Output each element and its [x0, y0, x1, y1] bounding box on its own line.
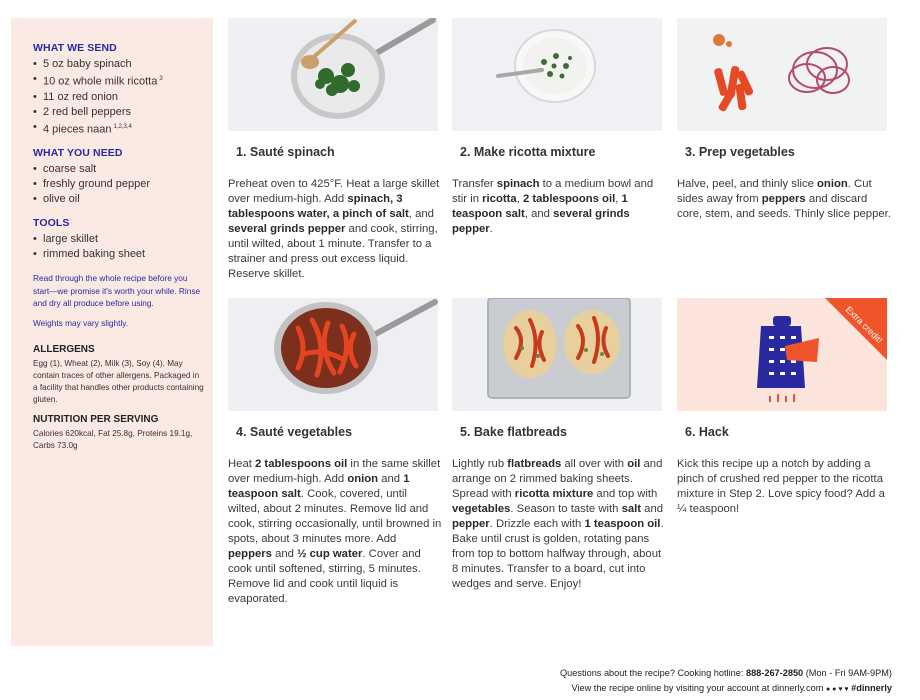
hotline-hours: (Mon - Fri 9AM-9PM): [803, 668, 892, 678]
hashtag: #dinnerly: [851, 683, 892, 693]
ingredient-item: • 2 red bell peppers: [33, 105, 205, 120]
instruction-text: , and: [524, 208, 554, 220]
pantry-item: • coarse salt: [33, 162, 205, 177]
instruction-text: to a medium bowl and stir in: [452, 178, 654, 205]
step-card-2: [452, 18, 662, 237]
allergen-footnote: 3: [159, 76, 163, 82]
step-photo-vegetables: [677, 18, 887, 131]
ingredient-highlight: 1 teaspoon salt: [452, 193, 628, 220]
step-body-4: [228, 457, 442, 607]
instruction-text: .: [489, 223, 493, 235]
instruction-text: in the same skillet over medium-high. Add: [228, 458, 441, 485]
ingredient-highlight: pepper: [452, 518, 490, 530]
instruction-text: ,: [615, 193, 622, 205]
grater-illustration: [677, 298, 887, 411]
footer-online: [571, 683, 892, 693]
instruction-text: all over with: [561, 458, 628, 470]
tool-item: • rimmed baking sheet: [33, 247, 205, 262]
step-body-1: [228, 177, 442, 282]
ingredient-highlight: 1 teaspoon oil: [584, 518, 661, 530]
tool-item: • large skillet: [33, 232, 205, 247]
ingredient-item: • 11 oz red onion: [33, 90, 205, 105]
instruction-text: Kick this recipe up a notch by adding a pinch of crushed red pepper to the ricotta mixture in Step 2. Love spicy food? Add a ¼ teaspoon!: [677, 458, 885, 515]
ingredient-highlight: oil: [627, 458, 641, 470]
pantry-item: • freshly ground pepper: [33, 177, 205, 192]
instruction-text: Heat: [228, 458, 256, 470]
step-body-3: [677, 177, 891, 222]
tools-list: [33, 232, 205, 262]
step-title-4: 4. Sauté vegetables: [236, 425, 353, 439]
weights-note: Weights may vary slightly.: [33, 317, 129, 328]
social-icons: ● ● ♥ ♥: [825, 686, 849, 693]
ingredient-item: • 5 oz baby spinach: [33, 57, 205, 72]
instruction-text: and arrange on 2 rimmed baking sheets. Spread with: [452, 458, 663, 500]
step-body-6: [677, 457, 891, 517]
ingredient-item: • 4 pieces naan $^{1,2,3,4}$: [33, 120, 205, 138]
what-you-need-heading: WHAT YOU NEED: [33, 147, 123, 160]
step-title-1: 1. Sauté spinach: [236, 145, 335, 159]
step-photo-hack: [677, 298, 887, 411]
what-we-send-list: [33, 57, 205, 137]
ingredient-highlight: peppers: [228, 548, 272, 560]
step-card-4: [228, 298, 442, 607]
instruction-text: ,: [516, 193, 523, 205]
ingredient-highlight: spinach: [496, 178, 540, 190]
tools-heading: TOOLS: [33, 217, 70, 230]
hotline-prefix: Questions about the recipe? Cooking hotline:: [560, 668, 746, 678]
ingredient-highlight: 1 teaspoon salt: [228, 473, 410, 500]
step-photo-spinach: [228, 18, 438, 131]
step-card-3: [677, 18, 891, 222]
ingredient-highlight: 2 tablespoons oil: [522, 193, 616, 205]
instruction-text: . Cook, covered, until wilted, about 2 minutes. Remove lid and cook, stirring occasionally, until browned in spots, about 3 minutes more. Add: [228, 488, 442, 545]
instruction-text: and: [271, 548, 298, 560]
ingredient-highlight: ½ cup water: [297, 548, 363, 560]
instruction-text: . Season to taste with: [510, 503, 622, 515]
step-photo-ricotta: [452, 18, 662, 131]
ingredient-highlight: ricotta: [482, 193, 517, 205]
ingredient-highlight: ricotta mixture: [514, 488, 594, 500]
instruction-text: Lightly rub: [452, 458, 508, 470]
step-title-5: 5. Bake flatbreads: [460, 425, 567, 439]
instruction-text: . Cut sides away from: [677, 178, 872, 205]
ingredient-highlight: peppers: [761, 193, 806, 205]
instruction-text: and discard core, stem, and seeds. Thinly slice pepper.: [677, 193, 891, 220]
ingredient-highlight: several grinds pepper: [452, 208, 630, 235]
footer-hotline: [560, 668, 892, 678]
step-card-6: [677, 298, 887, 517]
ingredient-highlight: salt: [621, 503, 642, 515]
instruction-text: and: [378, 473, 404, 485]
instruction-text: . Drizzle each with: [489, 518, 585, 530]
read-through-note: Read through the whole recipe before you start—we promise it's worth your while. Rinse and dry all produce before using.: [33, 273, 201, 309]
step-card-5: [452, 298, 662, 592]
instruction-text: and cook, stirring, until wilted, about 1 minute. Transfer to a strainer and press out excess liquid. Reserve skillet.: [228, 223, 438, 280]
ingredient-highlight: flatbreads: [507, 458, 562, 470]
hotline-phone: 888-267-2850: [745, 668, 804, 678]
step-photo-saute-vegetables: [228, 298, 438, 411]
step-body-2: [452, 177, 666, 237]
online-text: View the recipe online by visiting your account at dinnerly.com: [571, 683, 824, 693]
step-title-2: 2. Make ricotta mixture: [460, 145, 596, 159]
ingredient-highlight: 2 tablespoons oil: [255, 458, 348, 470]
what-you-need-list: [33, 162, 205, 207]
allergens-text: Egg (1), Wheat (2), Milk (3), Soy (4). May contain traces of other allergens. Packaged in a facility that handles other products containing gluten.: [33, 358, 204, 404]
allergen-footnote: 1,2,3,4: [113, 123, 132, 130]
instruction-text: Preheat oven to 425°F. Heat a large skillet over medium-high. Add: [228, 178, 440, 205]
ingredient-highlight: onion: [347, 473, 379, 485]
instruction-text: Halve, peel, and thinly slice: [677, 178, 818, 190]
nutrition-heading: NUTRITION PER SERVING: [33, 413, 159, 425]
step-photo-flatbreads: [452, 298, 662, 411]
step-title-3: 3. Prep vegetables: [685, 145, 795, 159]
instruction-text: Transfer: [452, 178, 497, 190]
ingredient-item: • 10 oz whole milk ricotta $^3$: [33, 72, 205, 90]
step-body-5: [452, 457, 666, 592]
allergens-heading: ALLERGENS: [33, 343, 95, 355]
extra-credit-badge: Extra credit!: [843, 304, 885, 346]
step-title-6: 6. Hack: [685, 425, 729, 439]
instruction-text: and top with: [593, 488, 658, 500]
instruction-text: , and: [408, 208, 434, 220]
what-we-send-heading: WHAT WE SEND: [33, 42, 117, 54]
instruction-text: . Cover and cook until softened, stirring, 5 minutes. Remove lid and cook until liquid is evaporated.: [228, 548, 421, 605]
pantry-item: • olive oil: [33, 192, 205, 207]
ingredient-highlight: several grinds pepper: [228, 223, 346, 235]
recipe-sidebar: [11, 18, 213, 646]
ingredient-highlight: onion: [817, 178, 848, 190]
instruction-text: and: [641, 503, 664, 515]
ingredient-highlight: spinach, 3 tablespoons water, a pinch of salt: [228, 193, 409, 220]
instruction-text: . Bake until crust is golden, rotating pans from top to bottom halfway through, about 8 minutes. Transfer to a board, cut into wedges and serve. Enjoy!: [452, 518, 664, 590]
nutrition-text: Calories 620kcal, Fat 25.8g, Proteins 19.1g, Carbs 73.0g: [33, 428, 193, 450]
ingredient-highlight: vegetables: [452, 503, 511, 515]
step-card-1: [228, 18, 438, 282]
